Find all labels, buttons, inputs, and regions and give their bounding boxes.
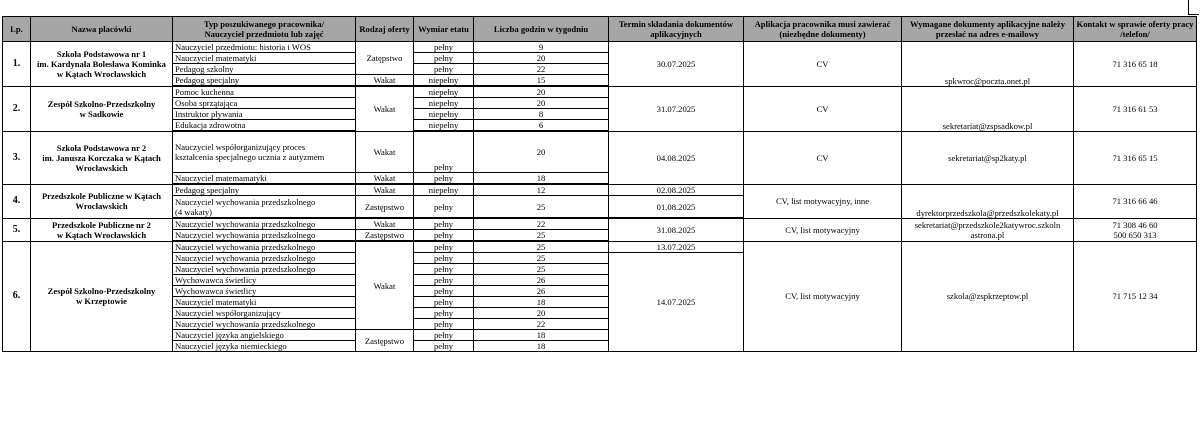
position-type: Pedagog szkolny bbox=[173, 64, 356, 75]
contact-email: dyrektorprzedszkola@przedszkolekaty.pl bbox=[902, 184, 1074, 218]
contact-phone: 71 316 66 46 bbox=[1074, 184, 1197, 218]
required-documents: CV, list motywacyjny bbox=[744, 218, 902, 241]
offer-type: Zastępstwo bbox=[356, 196, 414, 219]
weekly-hours: 15 bbox=[474, 75, 609, 87]
header-nazwa: Nazwa placówki bbox=[31, 17, 173, 42]
institution-name-line: Szkoła Podstawowa nr 1 bbox=[56, 48, 147, 59]
position-type: Nauczyciel przedmiotu: historia i WOS bbox=[173, 42, 356, 53]
institution-name-line: w Kątach Wrocławskich bbox=[56, 68, 147, 79]
institution-name bbox=[31, 218, 173, 241]
employment-scope: niepełny bbox=[414, 184, 474, 196]
header-typ bbox=[173, 17, 356, 42]
position-type: Nauczyciel wychowania przedszkolnego bbox=[173, 264, 356, 275]
contact-phone: 71 316 65 15 bbox=[1074, 131, 1197, 184]
institution-name-line: Przedszkole Publiczne nr 2 bbox=[52, 219, 151, 230]
position-type: Nauczyciel języka niemieckiego bbox=[173, 341, 356, 352]
contact-phone-line: 500 650 313 bbox=[1113, 229, 1157, 240]
position-type: Nauczyciel matematyki bbox=[173, 297, 356, 308]
cell-corner-marker bbox=[1188, 0, 1199, 15]
institution-name-line: w Kątach Wrocławskich bbox=[56, 229, 147, 240]
weekly-hours: 25 bbox=[474, 253, 609, 264]
employment-scope: pełny bbox=[414, 264, 474, 275]
position-type-line: Nauczyciel wychowania przedszkolnego bbox=[175, 196, 316, 207]
required-documents: CV bbox=[744, 86, 902, 131]
employment-scope: pełny bbox=[414, 286, 474, 297]
institution-name-line: im. Kardynała Bolesława Kominka bbox=[37, 58, 166, 69]
employment-scope: pełny bbox=[414, 230, 474, 242]
table-row bbox=[3, 42, 1197, 53]
institution-name bbox=[31, 42, 173, 87]
position-type-line: (4 wakaty) bbox=[175, 206, 212, 217]
institution-name bbox=[31, 131, 173, 184]
deadline: 02.08.2025 bbox=[609, 184, 744, 196]
position-type: Nauczyciel języka angielskiego bbox=[173, 330, 356, 341]
weekly-hours: 18 bbox=[474, 341, 609, 352]
weekly-hours: 22 bbox=[474, 64, 609, 75]
employment-scope: pełny bbox=[414, 253, 474, 264]
header-kontakt: Kontakt w sprawie oferty pracy /telefon/ bbox=[1074, 17, 1197, 42]
contact-phone-line: 71 308 46 60 bbox=[1112, 219, 1158, 230]
weekly-hours: 20 bbox=[474, 53, 609, 64]
position-type bbox=[173, 131, 356, 173]
required-documents: CV, list motywacyjny, inne bbox=[744, 184, 902, 218]
header-wymiar: Wymiar etatu bbox=[414, 17, 474, 42]
position-type: Nauczyciel wychowania przedszkolnego bbox=[173, 319, 356, 330]
deadline: 01.08.2025 bbox=[609, 196, 744, 219]
row-number: 6. bbox=[3, 241, 31, 352]
institution-name bbox=[31, 241, 173, 352]
required-documents: CV, list motywacyjny bbox=[744, 241, 902, 352]
position-type: Pedagog specjalny bbox=[173, 184, 356, 196]
weekly-hours: 6 bbox=[474, 120, 609, 132]
position-type: Wychowawca świetlicy bbox=[173, 275, 356, 286]
position-type: Wychowawca świetlicy bbox=[173, 286, 356, 297]
employment-scope: pełny bbox=[414, 218, 474, 230]
header-typ-line2: Nauczyciel przedmiotu lub zajęć bbox=[204, 29, 324, 39]
row-number: 5. bbox=[3, 218, 31, 241]
row-number: 3. bbox=[3, 131, 31, 184]
weekly-hours: 18 bbox=[474, 297, 609, 308]
employment-scope: niepełny bbox=[414, 75, 474, 87]
employment-scope: pełny bbox=[414, 308, 474, 319]
weekly-hours: 26 bbox=[474, 275, 609, 286]
position-type: Nauczyciel wychowania przedszkolnego bbox=[173, 218, 356, 230]
position-type: Nauczyciel wychowania przedszkolnego bbox=[173, 253, 356, 264]
required-documents: CV bbox=[744, 42, 902, 87]
offer-type: Zastępstwo bbox=[356, 230, 414, 242]
position-type: Pomoc kuchenna bbox=[173, 86, 356, 98]
institution-name-line: Przedszkole Publiczne w Kątach bbox=[41, 191, 162, 201]
weekly-hours: 20 bbox=[474, 131, 609, 173]
header-lp: Lp. bbox=[3, 17, 31, 42]
institution-name-line: w Sadkowie bbox=[79, 108, 124, 119]
offer-type: Wakat bbox=[356, 218, 414, 230]
offer-type: Wakat bbox=[356, 173, 414, 185]
position-type: Instruktor pływania bbox=[173, 109, 356, 120]
employment-scope: niepełny bbox=[414, 86, 474, 98]
job-offers-sheet bbox=[2, 16, 1197, 352]
employment-scope: niepełny bbox=[414, 98, 474, 109]
header-rodzaj: Rodzaj oferty bbox=[356, 17, 414, 42]
institution-name-line: Zespół Szkolno-Przedszkolny bbox=[47, 98, 156, 109]
employment-scope: pełny bbox=[414, 196, 474, 219]
employment-scope: pełny bbox=[414, 53, 474, 64]
header-termin: Termin składania dokumentów aplikacyjnych bbox=[609, 17, 744, 42]
position-type: Nauczyciel wychowania przedszkolnego bbox=[173, 241, 356, 253]
institution-name-line: Wrocławskich bbox=[75, 201, 128, 211]
institution-name bbox=[31, 86, 173, 131]
offer-type: Zastępstwo bbox=[356, 330, 414, 352]
contact-email: szkola@zspkrzeptow.pl bbox=[902, 241, 1074, 352]
employment-scope: pełny bbox=[414, 341, 474, 352]
employment-scope: pełny bbox=[414, 42, 474, 53]
weekly-hours: 25 bbox=[474, 196, 609, 219]
header-typ-line1: Typ poszukiwanego pracownika/ bbox=[203, 19, 325, 29]
contact-email: sekretariat@zspsadkow.pl bbox=[902, 86, 1074, 131]
job-offers-table bbox=[2, 16, 1197, 352]
weekly-hours: 18 bbox=[474, 330, 609, 341]
contact-email-line: sekretariat@przedszkole2katywroc.szkoln bbox=[914, 219, 1061, 230]
position-type: Edukacja zdrowotna bbox=[173, 120, 356, 132]
weekly-hours: 20 bbox=[474, 98, 609, 109]
weekly-hours: 20 bbox=[474, 308, 609, 319]
position-type-line: Nauczyciel współorganizujący proces bbox=[175, 142, 306, 152]
header-godziny: Liczba godzin w tygodniu bbox=[474, 17, 609, 42]
offer-type: Wakat bbox=[356, 184, 414, 196]
deadline: 31.08.2025 bbox=[609, 218, 744, 241]
position-type: Nauczyciel współorganizujący bbox=[173, 308, 356, 319]
institution-name-line: w Krzeptowie bbox=[76, 296, 127, 307]
table-row bbox=[3, 86, 1197, 98]
institution-name-line: Szkoła Podstawowa nr 2 bbox=[56, 142, 147, 153]
weekly-hours: 12 bbox=[474, 184, 609, 196]
offer-type: Wakat bbox=[356, 86, 414, 131]
deadline: 30.07.2025 bbox=[609, 42, 744, 87]
weekly-hours: 25 bbox=[474, 241, 609, 253]
institution-name-line: im. Janusza Korczaka w Kątach bbox=[42, 152, 161, 163]
row-number: 4. bbox=[3, 184, 31, 218]
deadline: 04.08.2025 bbox=[609, 131, 744, 184]
employment-scope: niepełny bbox=[414, 109, 474, 120]
contact-phone: 71 715 12 34 bbox=[1074, 241, 1197, 352]
employment-scope: pełny bbox=[414, 173, 474, 185]
weekly-hours: 25 bbox=[474, 264, 609, 275]
offer-type: Zatępstwo bbox=[356, 42, 414, 75]
employment-scope: pełny bbox=[414, 64, 474, 75]
position-type bbox=[173, 196, 356, 219]
position-type: Nauczyciel matematyki bbox=[173, 53, 356, 64]
institution-name-line: Zespół Szkolno-Przedszkolny bbox=[47, 286, 156, 297]
employment-scope: pełny bbox=[414, 330, 474, 341]
table-row bbox=[3, 131, 1197, 173]
employment-scope: pełny bbox=[414, 297, 474, 308]
contact-phone bbox=[1074, 218, 1197, 241]
weekly-hours: 8 bbox=[474, 109, 609, 120]
institution-name bbox=[31, 184, 173, 218]
table-row bbox=[3, 241, 1197, 253]
required-documents: CV bbox=[744, 131, 902, 184]
contact-email bbox=[902, 218, 1074, 241]
contact-email: sekretariat@sp2katy.pl bbox=[902, 131, 1074, 184]
position-type: Nauczyciel wychowania przedszkolnego bbox=[173, 230, 356, 242]
employment-scope: pełny bbox=[414, 131, 474, 173]
position-type: Pedagog specjalny bbox=[173, 75, 356, 87]
row-number: 1. bbox=[3, 42, 31, 87]
weekly-hours: 20 bbox=[474, 86, 609, 98]
header-dokumenty: Wymagane dokumenty aplikacyjne należy przesłać na adres e-mailowy bbox=[902, 17, 1074, 42]
header-aplikacja: Aplikacja pracownika musi zawierać (niezbędne dokumenty) bbox=[744, 17, 902, 42]
employment-scope: pełny bbox=[414, 319, 474, 330]
weekly-hours: 26 bbox=[474, 286, 609, 297]
employment-scope: niepełny bbox=[414, 120, 474, 132]
weekly-hours: 18 bbox=[474, 173, 609, 185]
header-row bbox=[3, 17, 1197, 42]
weekly-hours: 25 bbox=[474, 230, 609, 242]
institution-name-line: Wrocławskich bbox=[75, 162, 128, 173]
row-number: 2. bbox=[3, 86, 31, 131]
weekly-hours: 22 bbox=[474, 319, 609, 330]
table-row bbox=[3, 184, 1197, 196]
position-type-line: kształcenia specjalnego ucznia z autyzmem bbox=[175, 152, 325, 162]
position-type: Osoba sprzątająca bbox=[173, 98, 356, 109]
employment-scope: pełny bbox=[414, 241, 474, 253]
offer-type: Wakat bbox=[356, 131, 414, 173]
deadline: 14.07.2025 bbox=[609, 253, 744, 352]
contact-phone: 71 316 61 53 bbox=[1074, 86, 1197, 131]
deadline: 13.07.2025 bbox=[609, 241, 744, 253]
offer-type: Wakat bbox=[356, 75, 414, 87]
position-type: Nauczyciel matemamatyki bbox=[173, 173, 356, 185]
contact-email-line: astrona.pl bbox=[970, 229, 1005, 240]
deadline: 31.07.2025 bbox=[609, 86, 744, 131]
weekly-hours: 9 bbox=[474, 42, 609, 53]
table-row bbox=[3, 218, 1197, 230]
offer-type: Wakat bbox=[356, 241, 414, 330]
contact-email: spkwroc@poczta.onet.pl bbox=[902, 42, 1074, 87]
employment-scope: pełny bbox=[414, 275, 474, 286]
weekly-hours: 22 bbox=[474, 218, 609, 230]
contact-phone: 71 316 65 18 bbox=[1074, 42, 1197, 87]
